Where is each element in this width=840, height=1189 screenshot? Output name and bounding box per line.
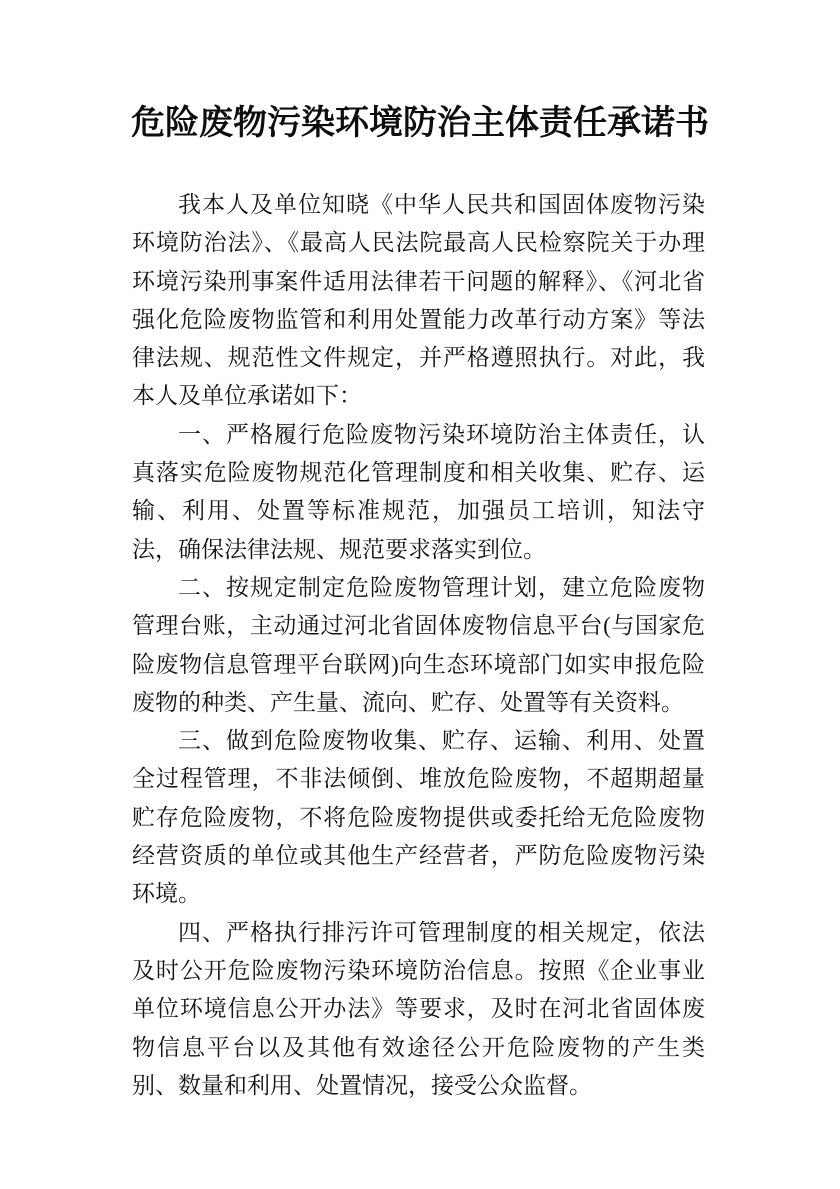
- document-title: 危险废物污染环境防治主体责任承诺书: [131, 104, 709, 142]
- paragraph-item-1: 一、严格履行危险废物污染环境防治主体责任，认真落实危险废物规范化管理制度和相关收集、贮存、运输、利用、处置等标准规范，加强员工培训，知法守法，确保法律法规、规范要求落实到位。: [132, 421, 705, 562]
- paragraph-item-4: 四、严格执行排污许可管理制度的相关规定，依法及时公开危险废物污染环境防治信息。按照《企业事业单位环境信息公开办法》等要求，及时在河北省固体废物信息平台以及其他有效途径公开危险废物的产生类别、数量和利用、处置情况，接受公众监督。: [132, 919, 705, 1098]
- paragraph-item-2: 二、按规定制定危险废物管理计划，建立危险废物管理台账，主动通过河北省固体废物信息平台(与国家危险废物信息管理平台联网)向生态环境部门如实申报危险废物的种类、产生量、流向、贮存、处置等有关资料。: [132, 574, 705, 715]
- paragraph-intro: 我本人及单位知晓《中华人民共和国固体废物污染环境防治法》、《最高人民法院最高人民检察院关于办理环境污染刑事案件适用法律若干问题的解释》、《河北省强化危险废物监管和利用处置能力改革行动方案》等法律法规、规范性文件规定，并严格遵照执行。对此，我本人及单位承诺如下：: [132, 192, 705, 409]
- paragraph-item-3: 三、做到危险废物收集、贮存、运输、利用、处置全过程管理，不非法倾倒、堆放危险废物，不超期超量贮存危险废物，不将危险废物提供或委托给无危险废物经营资质的单位或其他生产经营者，严防危险废物污染环境。: [132, 728, 705, 907]
- document-body: [132, 186, 705, 1105]
